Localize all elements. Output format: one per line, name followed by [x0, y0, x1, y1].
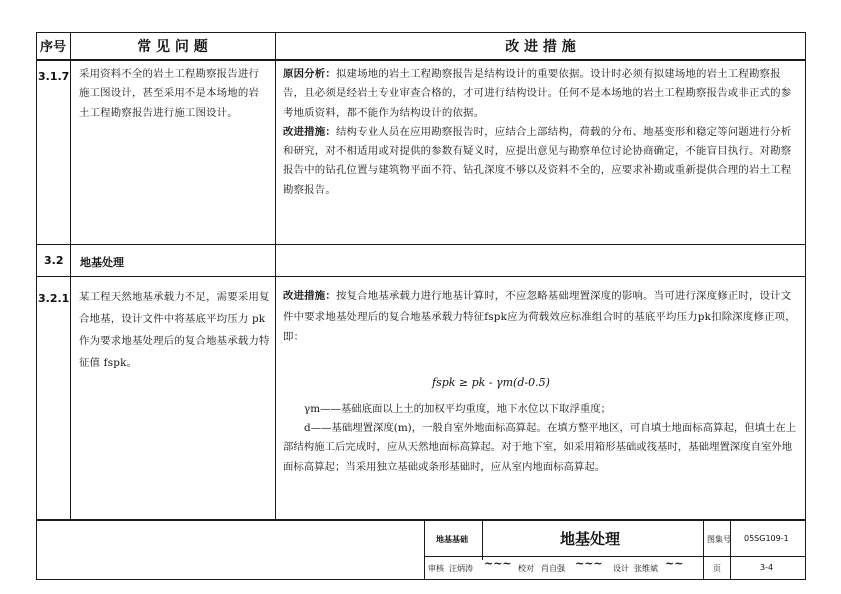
header-rule [36, 59, 806, 61]
row1-problem: 采用资料不全的岩土工程勘察报告进行施工图设计，甚至采用不是本场地的岩土工程勘察报告进行施工图设计。 [79, 68, 260, 119]
review-signature: ~~~ [484, 557, 512, 570]
row3-number: 3.2.1 [38, 292, 70, 305]
tb-title: 地基处理 [560, 530, 621, 548]
tb-proof-label: 校对 [518, 564, 534, 573]
header-seq: 序号 [39, 40, 66, 55]
tb-page-no: 3-4 [760, 563, 774, 572]
row3-measure-label: 改进措施： [283, 290, 336, 302]
row3-measures [283, 286, 801, 348]
def-gamma: γm——基础底面以上土的加权平均重度，地下水位以下取浮重度； [304, 403, 611, 415]
tb-design-name: 张维斌 [634, 564, 658, 573]
formula: fspk ≥ pk - γm(d-0.5) [432, 376, 550, 389]
tb-rule [424, 556, 806, 557]
row2-rule [36, 276, 806, 277]
tb-review-label: 审核 [428, 564, 444, 573]
header-measure: 改 进 措 施 [505, 39, 576, 55]
measure-label: 改进措施： [283, 125, 336, 138]
analysis-label: 原因分析： [283, 68, 336, 80]
tb-divider-b [482, 520, 483, 560]
row3-measure-text: 按复合地基承载力进行地基计算时，不应忽略基础埋置深度的影响。当可进行深度修正时，设计文件中要求地基处理后的复合地基承载力特征fspk应为荷载效应标准组合时的基底平均压力pk扣除深度修正项，即： [283, 290, 796, 343]
tb-divider-d [730, 520, 731, 580]
tb-divider-a [424, 520, 425, 580]
def-d: d——基础埋置深度(m)，一般自室外地面标高算起。在填方整平地区，可自填土地面标高算起，但填土在上部结构施工后完成时，应从天然地面标高算起。对于地下室，如采用箱形基础或筏基时，基础埋置深度自室外地面标高算起；当采用独立基础或条形基础时，应从室内地面标高算起。 [283, 422, 797, 473]
tb-proof-name: 肖自强 [541, 564, 565, 573]
titleblock-rule [36, 519, 806, 521]
header-question: 常 见 问 题 [137, 39, 208, 55]
proof-signature: ~~~ [575, 557, 603, 570]
design-signature: ~~ [665, 557, 684, 570]
row1-number: 3.1.7 [38, 70, 70, 83]
tb-category: 地基基础 [436, 535, 468, 544]
row3-problem: 某工程天然地基承载力不足，需要采用复合地基，设计文件中将基底平均压力 pk 作为要求地基处理后的复合地基承载力特征值 fspk。 [79, 291, 270, 369]
row2-number: 3.2 [44, 254, 64, 267]
tb-review-name: 汪炳涛 [449, 564, 473, 573]
tb-page-label: 页 [713, 564, 721, 573]
measure-text: 结构专业人员在应用勘察报告时，应结合上部结构，荷载的分布、地基变形和稳定等问题进行分析和研究，对不相适用或对提供的参数有疑义时，应提出意见与勘察单位讨论协商确定，不能盲目执行。对勘察报告中的钻孔位置与建筑物平面不符、钻孔深度不够以及资料不全的，应要求补勘或重新提供合理的岩土工程勘察报告。 [283, 125, 792, 196]
row1-measures [283, 65, 801, 200]
tb-atlas-no: 05SG109-1 [744, 534, 789, 543]
row2-title: 地基处理 [80, 256, 124, 269]
analysis-text: 拟建场地的岩土工程勘察报告是结构设计的重要依据。设计时必须有拟建场地的岩土工程勘察报告，且必须是经岩土专业审查合格的，才可进行结构设计。任何不是本场地的岩土工程勘察报告或非正式的参考地质资料，都不能作为结构设计的依据。 [283, 68, 792, 119]
tb-divider-c [703, 520, 704, 580]
tb-design-label: 设计 [613, 564, 629, 573]
row1-rule [36, 244, 806, 245]
tb-atlas-label: 图集号 [707, 535, 731, 544]
